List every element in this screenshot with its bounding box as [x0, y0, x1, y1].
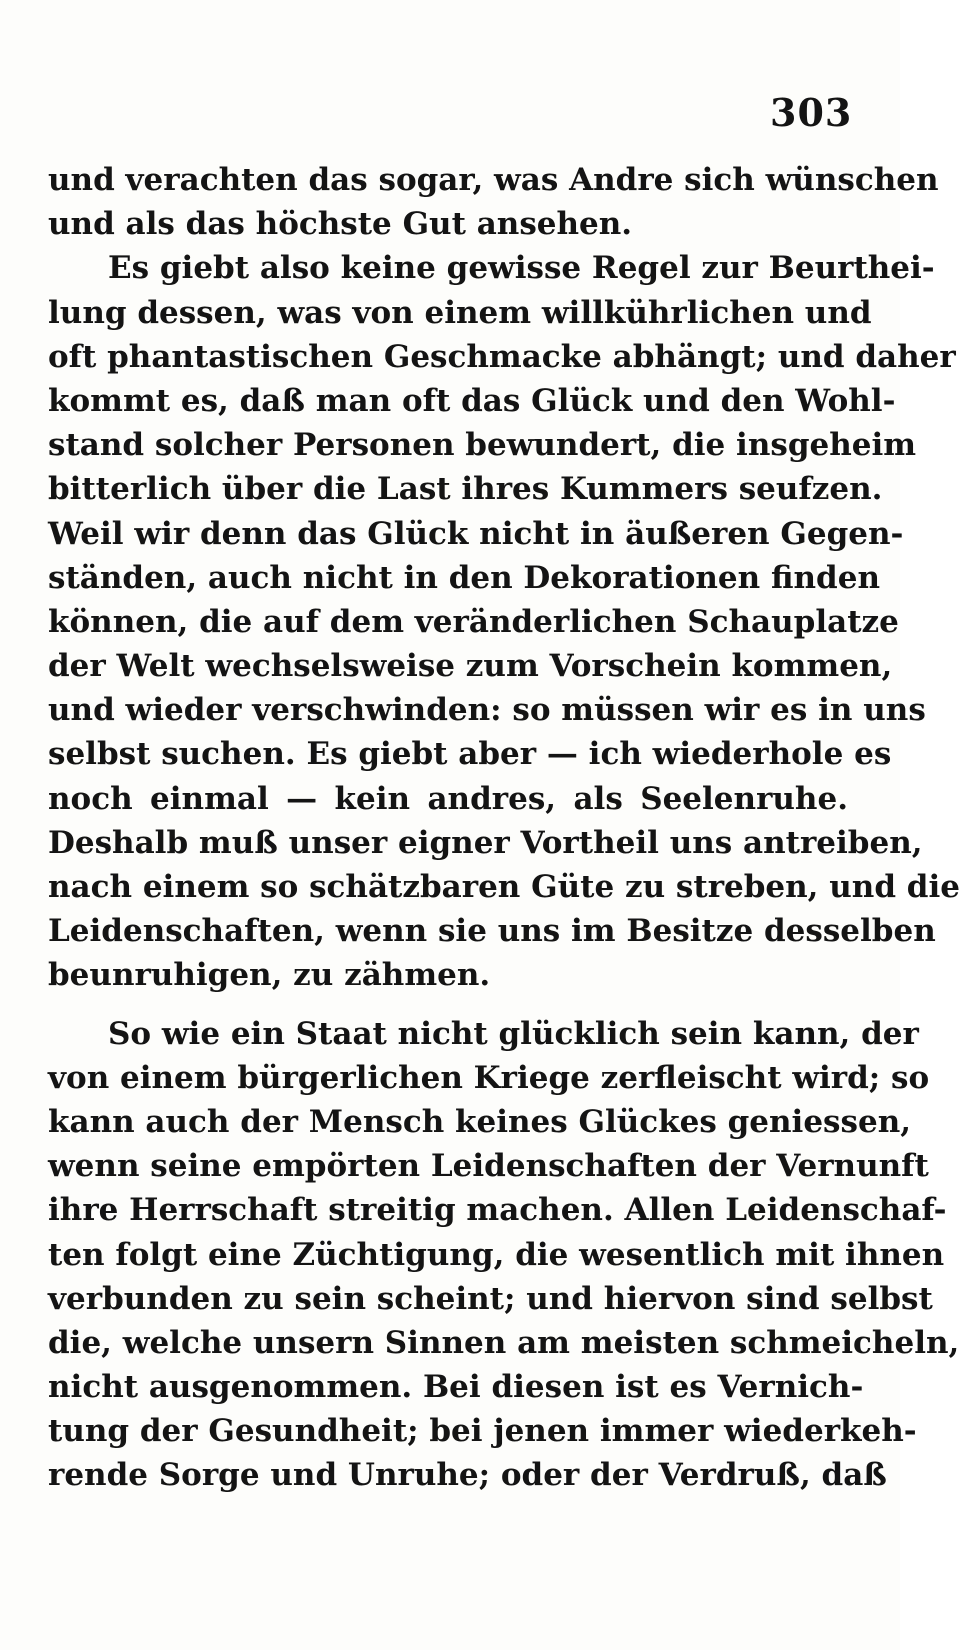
- text-line: und verachten das sogar, was Andre sich wünschen: [48, 162, 939, 198]
- text-line: und wieder verschwinden: so müssen wir es in uns: [48, 692, 926, 729]
- paragraph: [48, 1012, 960, 1498]
- text-line: Weil wir denn das Glück nicht in äußeren Gegen-: [48, 515, 904, 552]
- text-line: die, welche unsern Sinnen am meisten schmeicheln,: [48, 1324, 960, 1361]
- text-line: rende Sorge und Unruhe; oder der Verdruß, daß: [48, 1457, 887, 1494]
- text-line: Es giebt also keine gewisse Regel zur Beurthei-: [108, 250, 935, 287]
- text-line: können, die auf dem veränderlichen Schauplatze: [48, 603, 899, 640]
- paragraph-gap: [48, 998, 848, 1012]
- text-line: So wie ein Staat nicht glücklich sein kann, der: [108, 1015, 919, 1052]
- text-line: selbst suchen. Es giebt aber — ich wiederhole es: [48, 736, 892, 773]
- text-line: Leidenschaften, wenn sie uns im Besitze desselben: [48, 913, 936, 950]
- text-line: Deshalb muß unser eigner Vortheil uns antreiben,: [48, 824, 923, 861]
- text-line: ten folgt eine Züchtigung, die wesentlich mit ihnen: [48, 1236, 945, 1273]
- text-line: wenn seine empörten Leidenschaften der Vernunft: [48, 1148, 929, 1185]
- text-line: verbunden zu sein scheint; und hiervon sind selbst: [48, 1280, 933, 1317]
- text-line: nach einem so schätzbaren Güte zu streben, und die: [48, 869, 960, 905]
- text-line: und als das höchste Gut ansehen.: [48, 206, 633, 243]
- paragraph: [48, 246, 960, 997]
- page-body-text: [48, 158, 960, 1498]
- text-line: von einem bürgerlichen Kriege zerfleischt wird; so: [48, 1059, 930, 1096]
- text-line: stand solcher Personen bewundert, die insgeheim: [48, 427, 917, 464]
- text-line: ständen, auch nicht in den Dekorationen finden: [48, 559, 880, 596]
- text-line: nicht ausgenommen. Bei diesen ist es Vernich-: [48, 1369, 864, 1406]
- text-line: oft phantastischen Geschmacke abhängt; und daher: [48, 338, 956, 375]
- text-line: der Welt wechselsweise zum Vorschein kommen,: [48, 648, 893, 685]
- text-line: kommt es, daß man oft das Glück und den Wohl-: [48, 382, 896, 419]
- text-line: lung dessen, was von einem willkührlichen und: [48, 294, 872, 331]
- text-line: beunruhigen, zu zähmen.: [48, 957, 491, 994]
- text-line: ihre Herrschaft streitig machen. Allen Leidenschaf-: [48, 1192, 947, 1229]
- text-line: tung der Gesundheit; bei jenen immer wiederkeh-: [48, 1413, 917, 1450]
- page-number: 303: [770, 90, 853, 135]
- text-line: kann auch der Mensch keines Glückes geniessen,: [48, 1103, 912, 1140]
- paragraph: [48, 158, 939, 246]
- text-line: bitterlich über die Last ihres Kummers seufzen.: [48, 471, 883, 508]
- text-line: noch einmal — kein andres, als Seelenruhe.: [48, 780, 848, 817]
